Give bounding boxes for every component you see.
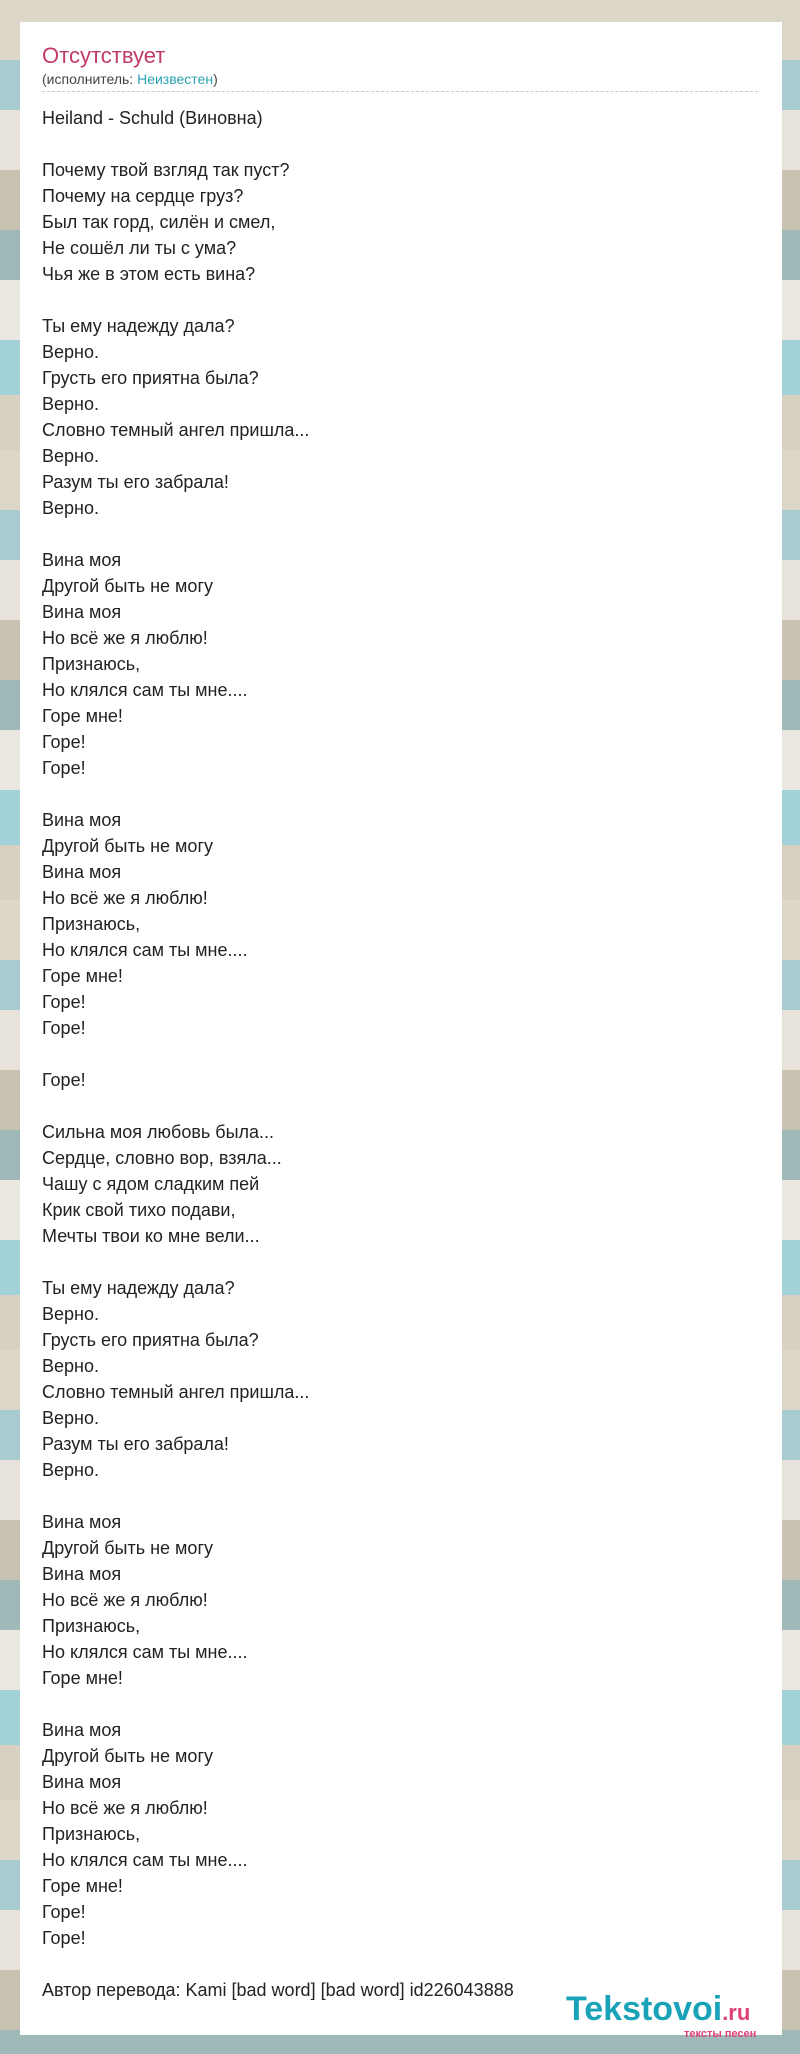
song-title: Отсутствует (42, 43, 166, 68)
lyric-line: Чашу с ядом сладким пей (42, 1174, 260, 1194)
lyric-line: Горе! (42, 1018, 86, 1038)
stanza-gap (42, 1249, 762, 1275)
lyric-line: Сердце, словно вор, взяла... (42, 1148, 282, 1168)
lyric-line: Верно. (42, 446, 99, 466)
lyric-line: Верно. (42, 1356, 99, 1376)
translation-credit: Автор перевода: Kami [bad word] [bad word] id226043888 (42, 1980, 514, 2000)
lyric-line: Верно. (42, 394, 99, 414)
lyric-line: Heiland - Schuld (Виновна) (42, 108, 263, 128)
lyric-line: Верно. (42, 342, 99, 362)
song-header (42, 42, 758, 92)
lyric-line: Вина моя (42, 862, 122, 882)
lyric-line: Но всё же я люблю! (42, 888, 208, 908)
lyric-line: Но всё же я люблю! (42, 1798, 208, 1818)
lyric-line: Ты ему надежду дала? (42, 316, 235, 336)
lyric-line: Горе мне! (42, 966, 123, 986)
lyric-line: Горе! (42, 1928, 86, 1948)
stanza-gap (42, 1041, 762, 1067)
lyrics-text (42, 105, 762, 1951)
lyric-line: Крик свой тихо подави, (42, 1200, 236, 1220)
lyric-line: Мечты твои ко мне вели... (42, 1226, 260, 1246)
lyric-line: Верно. (42, 1304, 99, 1324)
lyric-line: Не сошёл ли ты с ума? (42, 238, 237, 258)
lyric-line: Но клялся сам ты мне.... (42, 940, 248, 960)
lyric-line: Но всё же я люблю! (42, 1590, 208, 1610)
lyric-line: Был так горд, силён и смел, (42, 212, 276, 232)
lyric-line: Почему на сердце груз? (42, 186, 244, 206)
lyric-line: Грусть его приятна была? (42, 1330, 259, 1350)
lyric-line: Почему твой взгляд так пуст? (42, 160, 290, 180)
lyric-line: Верно. (42, 1408, 99, 1428)
lyric-line: Ты ему надежду дала? (42, 1278, 235, 1298)
lyrics-card (20, 22, 782, 2040)
site-logo[interactable] (566, 1989, 796, 2049)
lyric-line: Признаюсь, (42, 1824, 141, 1844)
lyric-line: Разум ты его забрала! (42, 1434, 229, 1454)
lyric-line: Другой быть не могу (42, 836, 214, 856)
lyric-line: Другой быть не могу (42, 1538, 214, 1558)
stanza-gap (42, 1483, 762, 1509)
logo-ru-text: .ru (722, 2000, 751, 2025)
subtitle-prefix: (исполнитель: (42, 71, 138, 87)
artist-link[interactable]: Неизвестен (137, 71, 214, 87)
lyric-line: Словно темный ангел пришла... (42, 1382, 310, 1402)
subtitle-suffix: ) (213, 71, 218, 87)
stanza-gap (42, 781, 762, 807)
lyric-line: Вина моя (42, 550, 122, 570)
stanza-gap (42, 1093, 762, 1119)
lyric-line: Другой быть не могу (42, 1746, 214, 1766)
lyric-line: Вина моя (42, 1720, 122, 1740)
stanza-gap (42, 1691, 762, 1717)
lyric-line: Горе! (42, 732, 86, 752)
lyric-line: Признаюсь, (42, 1616, 141, 1636)
lyric-line: Сильна моя любовь была... (42, 1122, 275, 1142)
lyric-line: Признаюсь, (42, 654, 141, 674)
logo-main-text: Tekstovoi (566, 1990, 723, 2028)
stanza-gap (42, 521, 762, 547)
lyric-line: Признаюсь, (42, 914, 141, 934)
lyric-line: Чья же в этом есть вина? (42, 264, 256, 284)
lyric-line: Но клялся сам ты мне.... (42, 1850, 248, 1870)
lyric-line: Горе мне! (42, 1876, 123, 1896)
lyric-line: Вина моя (42, 1512, 122, 1532)
lyric-line: Но клялся сам ты мне.... (42, 680, 248, 700)
lyric-line: Горе! (42, 758, 86, 778)
lyric-line: Верно. (42, 498, 99, 518)
lyric-line: Словно темный ангел пришла... (42, 420, 310, 440)
lyric-line: Горе мне! (42, 706, 123, 726)
lyric-line: Горе! (42, 992, 86, 1012)
lyric-line: Вина моя (42, 1564, 122, 1584)
lyric-line: Горе! (42, 1070, 86, 1090)
lyric-line: Но клялся сам ты мне.... (42, 1642, 248, 1662)
lyric-line: Вина моя (42, 1772, 122, 1792)
lyric-line: Вина моя (42, 602, 122, 622)
lyric-line: Верно. (42, 1460, 99, 1480)
stanza-gap (42, 131, 762, 157)
lyric-line: Другой быть не могу (42, 576, 214, 596)
lyric-line: Горе! (42, 1902, 86, 1922)
lyric-line: Горе мне! (42, 1668, 123, 1688)
lyric-line: Вина моя (42, 810, 122, 830)
song-subtitle (42, 70, 758, 88)
lyric-line: Но всё же я люблю! (42, 628, 208, 648)
lyric-line: Грусть его приятна была? (42, 368, 259, 388)
stanza-gap (42, 287, 762, 313)
logo-tagline: тексты песен (684, 2028, 757, 2040)
lyric-line: Разум ты его забрала! (42, 472, 229, 492)
